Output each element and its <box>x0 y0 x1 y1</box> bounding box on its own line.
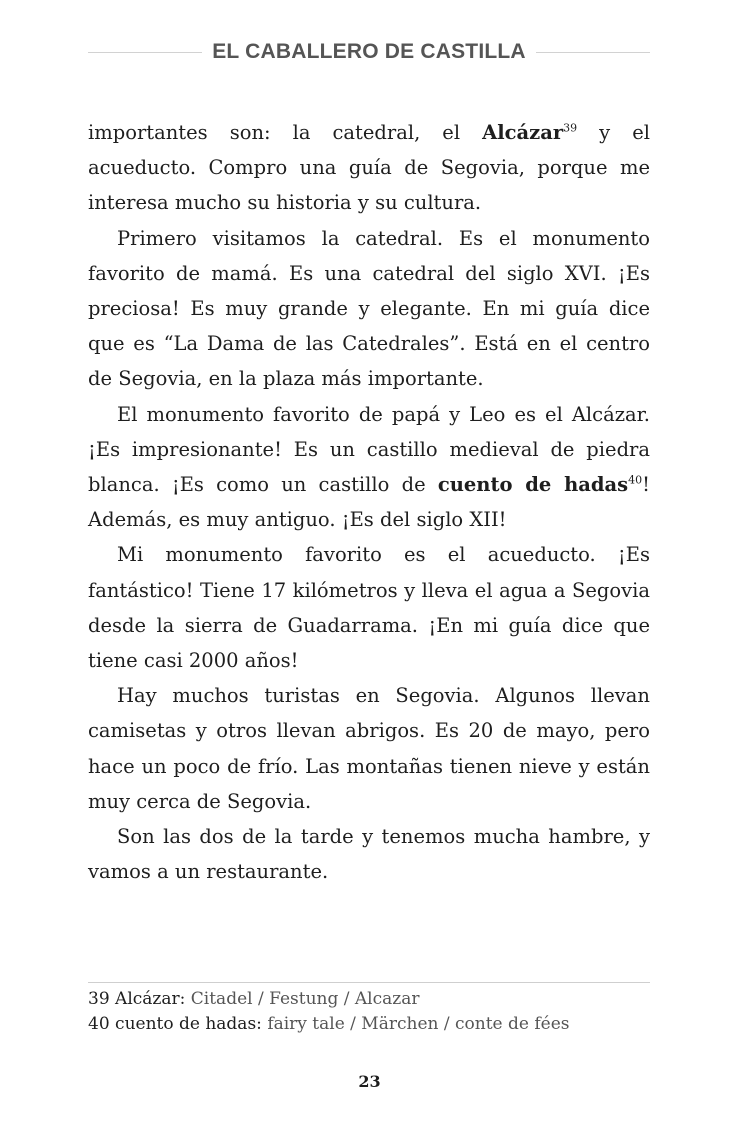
paragraph-3-text-b: ! Además, es muy antiguo. ¡Es del siglo XII! <box>88 473 651 532</box>
body-text <box>88 115 650 889</box>
paragraph-6: Son las dos de la tarde y tenemos mucha hambre, y vamos a un restaurante. <box>88 825 650 884</box>
footnote-term: cuento de hadas: <box>115 1014 262 1034</box>
header-rule-right <box>536 52 650 53</box>
footnote-translation: fairy tale / Märchen / conte de fées <box>267 1014 570 1034</box>
running-header <box>88 40 650 64</box>
footnotes <box>88 987 650 1037</box>
paragraph-1-text-a: importantes son: la catedral, el <box>88 121 483 144</box>
glossary-term-cuento-de-hadas: cuento de hadas <box>437 473 629 497</box>
paragraph-5: Hay muchos turistas en Segovia. Algunos llevan camisetas y otros llevan abrigos. Es 20 de mayo, pero hace un poco de frío. Las montañas tienen nieve y están muy cerca de Segovia. <box>88 684 650 813</box>
footnote-divider <box>88 982 650 983</box>
footnote-number: 40 <box>88 1014 110 1034</box>
footnote-39 <box>88 987 650 1012</box>
header-rule-left <box>88 52 202 53</box>
footnote-ref-40: 40 <box>628 473 643 487</box>
footnote-ref-39: 39 <box>563 121 578 135</box>
glossary-term-alcazar: Alcázar <box>482 121 564 144</box>
paragraph-2: Primero visitamos la catedral. Es el monumento favorito de mamá. Es una catedral del siglo XVI. ¡Es preciosa! Es muy grande y elegante. En mi guía dice que es “La Dama de las Catedrales”. Está en el centro de Segovia, en la plaza más importante. <box>88 226 650 391</box>
paragraph-1 <box>88 115 650 221</box>
footnote-40 <box>88 1012 650 1037</box>
paragraph-3-text-a: El monumento favorito de papá y Leo es el Alcázar. ¡Es impresionante! Es un castillo medieval de piedra blanca. ¡Es como un castillo de <box>88 402 650 497</box>
footnote-term: Alcázar: <box>115 989 186 1009</box>
page-number: 23 <box>358 1072 381 1091</box>
paragraph-4: Mi monumento favorito es el acueducto. ¡Es fantástico! Tiene 17 kilómetros y lleva el agua a Segovia desde la sierra de Guadarrama. ¡En mi guía dice que tiene casi 2000 años! <box>88 543 650 673</box>
footnote-number: 39 <box>88 989 110 1009</box>
footnote-translation: Citadel / Festung / Alcazar <box>190 989 420 1009</box>
book-title: EL CABALLERO DE CASTILLA <box>212 40 526 63</box>
paragraph-3 <box>88 397 650 538</box>
paragraph-1-text-b: y el acueducto. Compro una guía de Segovia, porque me interesa mucho su historia y su cultura. <box>88 121 650 215</box>
